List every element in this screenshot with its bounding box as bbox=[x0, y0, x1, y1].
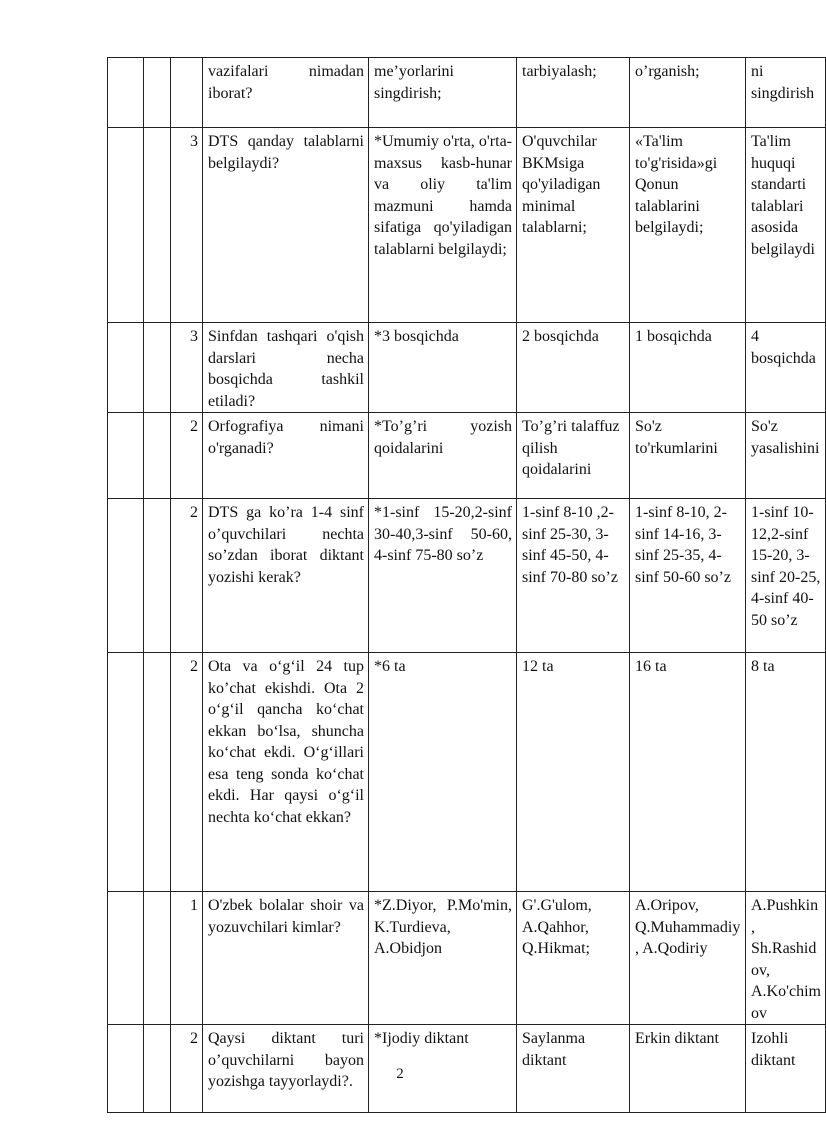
row-margin-cell bbox=[108, 413, 144, 499]
row-index-cell bbox=[144, 128, 171, 323]
question-cell: DTS qanday talablarni belgilaydi? bbox=[203, 128, 369, 323]
distractor-2-cell: «Ta'lim to'g'risida»gi Qonun talablarini belgilaydi; bbox=[630, 128, 746, 323]
row-index-cell bbox=[144, 499, 171, 653]
row-margin-cell bbox=[108, 653, 144, 892]
question-cell: Ota va o‘g‘il 24 tup ko’chat ekishdi. Ota 2 o‘g‘il qancha ko‘chat ekkan bo‘lsa, shuncha ko‘chat ekdi. O‘g‘illari esa teng sonda ko‘chat ekdi. Har qaysi o‘g‘il nechta ko‘chat ekkan? bbox=[203, 653, 369, 892]
question-cell: O'zbek bolalar shoir va yozuvchilari kimlar? bbox=[203, 892, 369, 1025]
row-index-cell bbox=[144, 892, 171, 1025]
distractor-3-cell: 1-sinf 10-12,2-sinf 15-20, 3-sinf 20-25, 4-sinf 40-50 so’z bbox=[746, 499, 826, 653]
table-row bbox=[108, 413, 826, 499]
distractor-3-cell: ni singdirish bbox=[746, 58, 826, 128]
table-row bbox=[108, 892, 826, 1025]
distractor-2-cell: o’rganish; bbox=[630, 58, 746, 128]
question-cell: DTS ga ko’ra 1-4 sinf o’quvchilari nechta so’zdan iborat diktant yozishi kerak? bbox=[203, 499, 369, 653]
distractor-3-cell: A.Pushkin, Sh.Rashidov, A.Ko'chimov bbox=[746, 892, 826, 1025]
distractor-2-cell: 1-sinf 8-10, 2-sinf 14-16, 3-sinf 25-35, 4-sinf 50-60 so’z bbox=[630, 499, 746, 653]
correct-answer-cell: *Ijodiy diktant bbox=[369, 1025, 517, 1113]
difficulty-cell: 3 bbox=[171, 323, 203, 413]
difficulty-cell: 2 bbox=[171, 653, 203, 892]
distractor-3-cell: Ta'lim huquqi standarti talablari asosida belgilaydi bbox=[746, 128, 826, 323]
distractor-1-cell: To’g’ri talaffuz qilish qoidalarini bbox=[517, 413, 630, 499]
question-cell: Sinfdan tashqari o'qish darslari necha bosqichda tashkil etiladi? bbox=[203, 323, 369, 413]
distractor-1-cell: 1-sinf 8-10 ,2-sinf 25-30, 3-sinf 45-50, 4-sinf 70-80 so’z bbox=[517, 499, 630, 653]
difficulty-cell: 1 bbox=[171, 892, 203, 1025]
correct-answer-cell: *Z.Diyor, P.Mo'min, K.Turdieva, A.Obidjon bbox=[369, 892, 517, 1025]
correct-answer-cell: me’yorlarini singdirish; bbox=[369, 58, 517, 128]
row-index-cell bbox=[144, 653, 171, 892]
difficulty-cell bbox=[171, 58, 203, 128]
distractor-2-cell: 1 bosqichda bbox=[630, 323, 746, 413]
table-row bbox=[108, 653, 826, 892]
row-margin-cell bbox=[108, 499, 144, 653]
distractor-1-cell: O'quvchilar BKMsiga qo'yiladigan minimal talablarni; bbox=[517, 128, 630, 323]
difficulty-cell: 3 bbox=[171, 128, 203, 323]
table-row bbox=[108, 128, 826, 323]
distractor-1-cell: tarbiyalash; bbox=[517, 58, 630, 128]
distractor-1-cell: G'.G'ulom, A.Qahhor, Q.Hikmat; bbox=[517, 892, 630, 1025]
question-cell: Qaysi diktant turi o’quvchilarni bayon yozishga tayyorlaydi?. bbox=[203, 1025, 369, 1113]
distractor-3-cell: 4 bosqichda bbox=[746, 323, 826, 413]
table-row bbox=[108, 58, 826, 128]
distractor-2-cell: Erkin diktant bbox=[630, 1025, 746, 1113]
distractor-2-cell: 16 ta bbox=[630, 653, 746, 892]
question-cell: vazifalari nimadan iborat? bbox=[203, 58, 369, 128]
row-margin-cell bbox=[108, 323, 144, 413]
table-row bbox=[108, 499, 826, 653]
row-margin-cell bbox=[108, 128, 144, 323]
table-row bbox=[108, 323, 826, 413]
distractor-1-cell: 2 bosqichda bbox=[517, 323, 630, 413]
correct-answer-cell: *3 bosqichda bbox=[369, 323, 517, 413]
page-number: 2 bbox=[396, 1066, 404, 1082]
row-margin-cell bbox=[108, 892, 144, 1025]
difficulty-cell: 2 bbox=[171, 499, 203, 653]
distractor-2-cell: A.Oripov, Q.Muhammadiy, A.Qodiriy bbox=[630, 892, 746, 1025]
test-questions-table bbox=[107, 57, 826, 1113]
distractor-1-cell: 12 ta bbox=[517, 653, 630, 892]
correct-answer-cell: *6 ta bbox=[369, 653, 517, 892]
correct-answer-cell: *To’g’ri yozish qoidalarini bbox=[369, 413, 517, 499]
distractor-3-cell: 8 ta bbox=[746, 653, 826, 892]
row-margin-cell bbox=[108, 58, 144, 128]
distractor-2-cell: So'z to'rkumlarini bbox=[630, 413, 746, 499]
difficulty-cell: 2 bbox=[171, 413, 203, 499]
row-index-cell bbox=[144, 413, 171, 499]
difficulty-cell: 2 bbox=[171, 1025, 203, 1113]
correct-answer-cell: *1-sinf 15-20,2-sinf 30-40,3-sinf 50-60, 4-sinf 75-80 so’z bbox=[369, 499, 517, 653]
distractor-1-cell: Saylanma diktant bbox=[517, 1025, 630, 1113]
row-index-cell bbox=[144, 58, 171, 128]
distractor-3-cell: So'z yasalishini bbox=[746, 413, 826, 499]
question-cell: Orfografiya nimani o'rganadi? bbox=[203, 413, 369, 499]
distractor-3-cell: Izohli diktant bbox=[746, 1025, 826, 1113]
correct-answer-cell: *Umumiy o'rta, o'rta-maxsus kasb-hunar va oliy ta'lim mazmuni hamda sifatiga qo'yiladigan talablarni belgilaydi; bbox=[369, 128, 517, 323]
row-index-cell bbox=[144, 323, 171, 413]
